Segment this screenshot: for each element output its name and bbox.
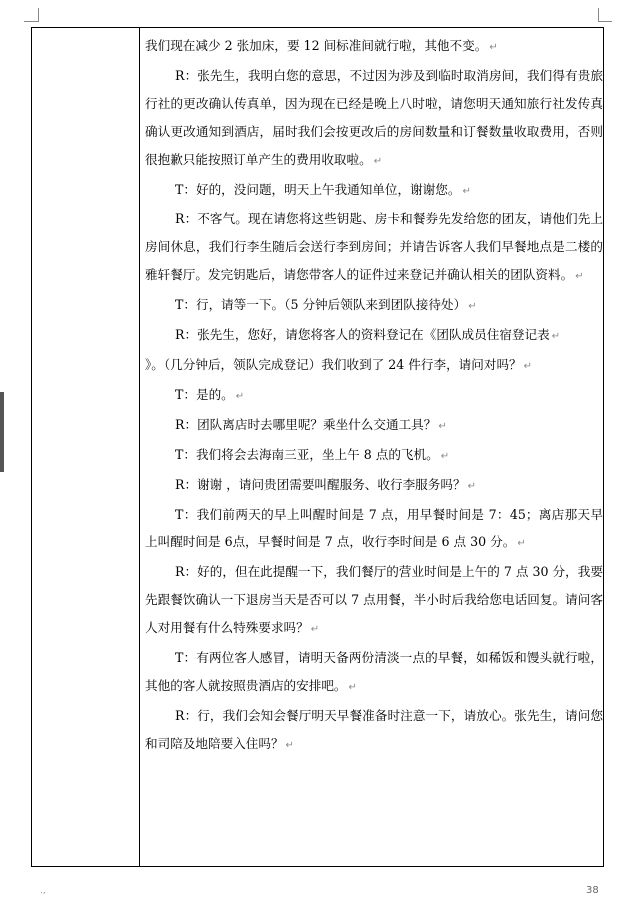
dialogue-line: R：不客气。现在请您将这些钥匙、房卡和餐券先发给您的团友，请他们先上房间休息，我们行李生随后会送行李到房间；并请告诉客人我们早餐地点是二楼的雅轩餐厅。发完钥匙后，请您带客人的证件过来登记并确认相关的团队资料。 ↵ xyxy=(145,211,603,283)
paragraph-mark-icon: ↵ xyxy=(517,538,526,550)
dialogue-line: T：我们前两天的早上叫醒时间是 7 点，用早餐时间是 7：45；离店那天早上叫醒时间是 6点，早餐时间是 7 点，收行李时间是 6 点 30 分。 ↵ xyxy=(145,506,603,550)
dialogue-line: 我们现在减少 2 张加床，要 12 间标准间就行啦，其他不变。 ↵ xyxy=(145,38,498,53)
dialogue-line: R：张先生，您好，请您将客人的资料登记在《团队成员住宿登记表 ↵ xyxy=(175,327,561,343)
paragraph-mark-icon: ↵ xyxy=(467,480,476,492)
dialogue-line: 》。（几分钟后，领队完成登记）我们收到了 24 件行李，请问对吗？ ↵ xyxy=(145,356,533,372)
dialogue-line: T：是的。 ↵ xyxy=(175,386,245,402)
paragraph-mark-icon: ↵ xyxy=(348,681,357,693)
document-table xyxy=(31,27,604,867)
dialogue-line: T：行，请等一下。（5 分钟后领队来到团队接待处） ↵ xyxy=(175,297,477,313)
dialogue-line: R：张先生，我明白您的意思，不过因为涉及到临时取消房间，我们得有贵旅行社的更改确认传真单，因为现在已经是晚上八时啦，请您明天通知旅行社发传真确认更改通知到酒店，届时我们会按更改后的房间数量和订餐数量收取费用，否则很抱歉只能按照订单产生的费用收取啦。 ↵ xyxy=(145,67,603,167)
paragraph-mark-icon: ↵ xyxy=(575,271,584,283)
dialogue-line: R：好的，但在此提醒一下，我们餐厅的营业时间是上午的 7 点 30 分，我要先跟餐饮确认一下退房当天是否可以 7 点用餐，半小时后我给您电话回复。请问客人对用餐有什么特殊要求吗？ ↵ xyxy=(145,564,603,636)
dialogue-line: R：谢谢 ，请问贵团需要叫醒服务、收行李服务吗？ ↵ xyxy=(175,476,476,492)
dialogue-cell xyxy=(145,32,603,760)
crop-mark-top-right xyxy=(598,8,599,22)
paragraph-mark-icon: ↵ xyxy=(489,42,498,53)
dialogue-line: T：我们将会去海南三亚，坐上午 8 点的飞机。 ↵ xyxy=(175,446,450,462)
paragraph-mark-icon: ↵ xyxy=(285,739,294,751)
dialogue-line: R：行，我们会知会餐厅明天早餐准备时注意一下，请放心。张先生，请问您和司陪及地陪要入住吗？ ↵ xyxy=(145,707,603,751)
dialogue-line: T：好的，没问题，明天上午我通知单位，谢谢您。 ↵ xyxy=(175,181,471,197)
dialogue-line: T：有两位客人感冒，请明天备两份清淡一点的早餐，如稀饭和馒头就行啦，其他的客人就按照贵酒店的安排吧。 ↵ xyxy=(145,650,603,693)
dialogue-line: R：团队离店时去哪里呢？乘坐什么交通工具？ ↵ xyxy=(175,416,447,432)
crop-mark-top-left-h xyxy=(24,21,38,22)
table-column-divider xyxy=(139,28,140,866)
paragraph-mark-icon: ↵ xyxy=(462,185,471,197)
paragraph-mark-icon: ↵ xyxy=(310,624,320,636)
paragraph-mark-icon: ↵ xyxy=(551,331,561,343)
crop-mark-top-right-h xyxy=(598,21,612,22)
vertical-ruler-marker[interactable] xyxy=(0,392,4,472)
paragraph-mark-icon: ↵ xyxy=(523,360,533,372)
paragraph-mark-icon: ↵ xyxy=(235,390,245,402)
paragraph-mark-icon: ↵ xyxy=(440,450,450,462)
paragraph-mark-icon: ↵ xyxy=(373,155,383,167)
page-number: 38 xyxy=(586,885,599,896)
crop-mark-top-left xyxy=(24,8,39,22)
footer-mark: ., xyxy=(40,886,46,896)
paragraph-mark-icon: ↵ xyxy=(468,301,477,313)
paragraph-mark-icon: ↵ xyxy=(438,420,447,432)
